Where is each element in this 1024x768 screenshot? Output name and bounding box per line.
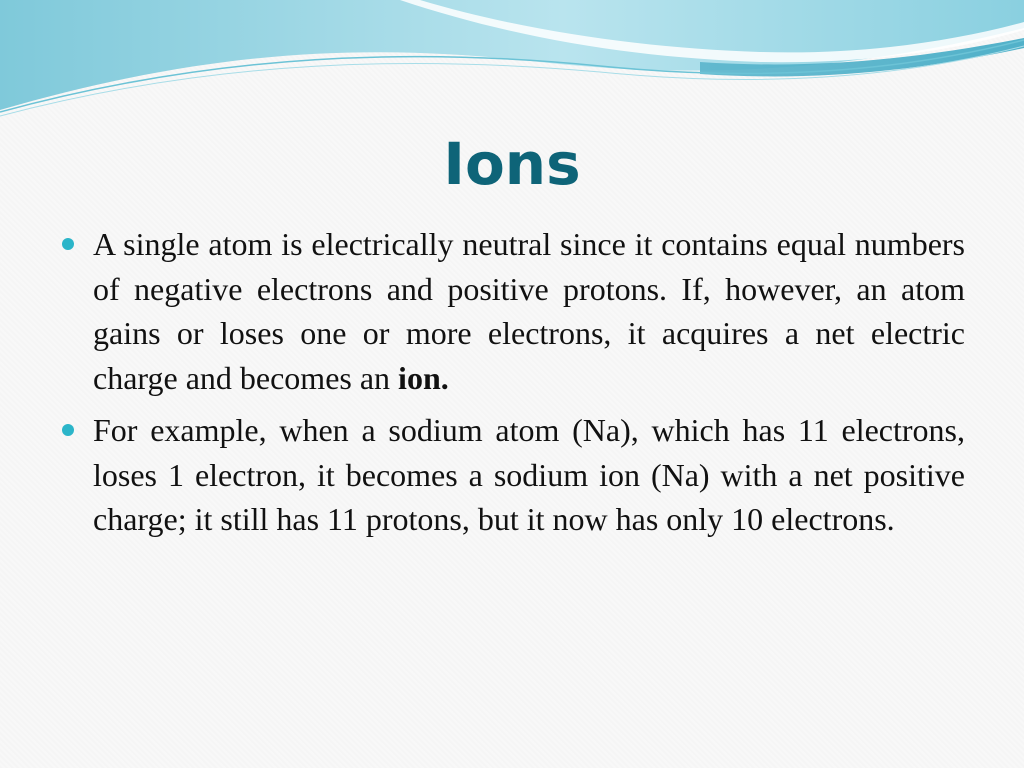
bullet-dot-icon: [62, 238, 74, 250]
bullet-dot-icon: [62, 424, 74, 436]
bullet-text: For example, when a sodium atom (Na), which has 11 electrons, loses 1 electron, it becomes a sodium ion (Na) with a net positive charge; it still has 11 protons, but it now has only 10 electrons.: [93, 412, 965, 537]
slide-title: Ions: [443, 130, 581, 198]
header-wave-decoration: [0, 0, 1024, 120]
bullet-item: [60, 408, 965, 542]
bullet-text: A single atom is electrically neutral since it contains equal numbers of negative electrons and positive protons. If, however, an atom gains or loses one or more electrons, it acquires a net electric charge and becomes an: [93, 226, 965, 396]
bullet-list: [60, 222, 965, 550]
bullet-bold-term: ion.: [398, 359, 449, 396]
bullet-item: [60, 222, 965, 400]
